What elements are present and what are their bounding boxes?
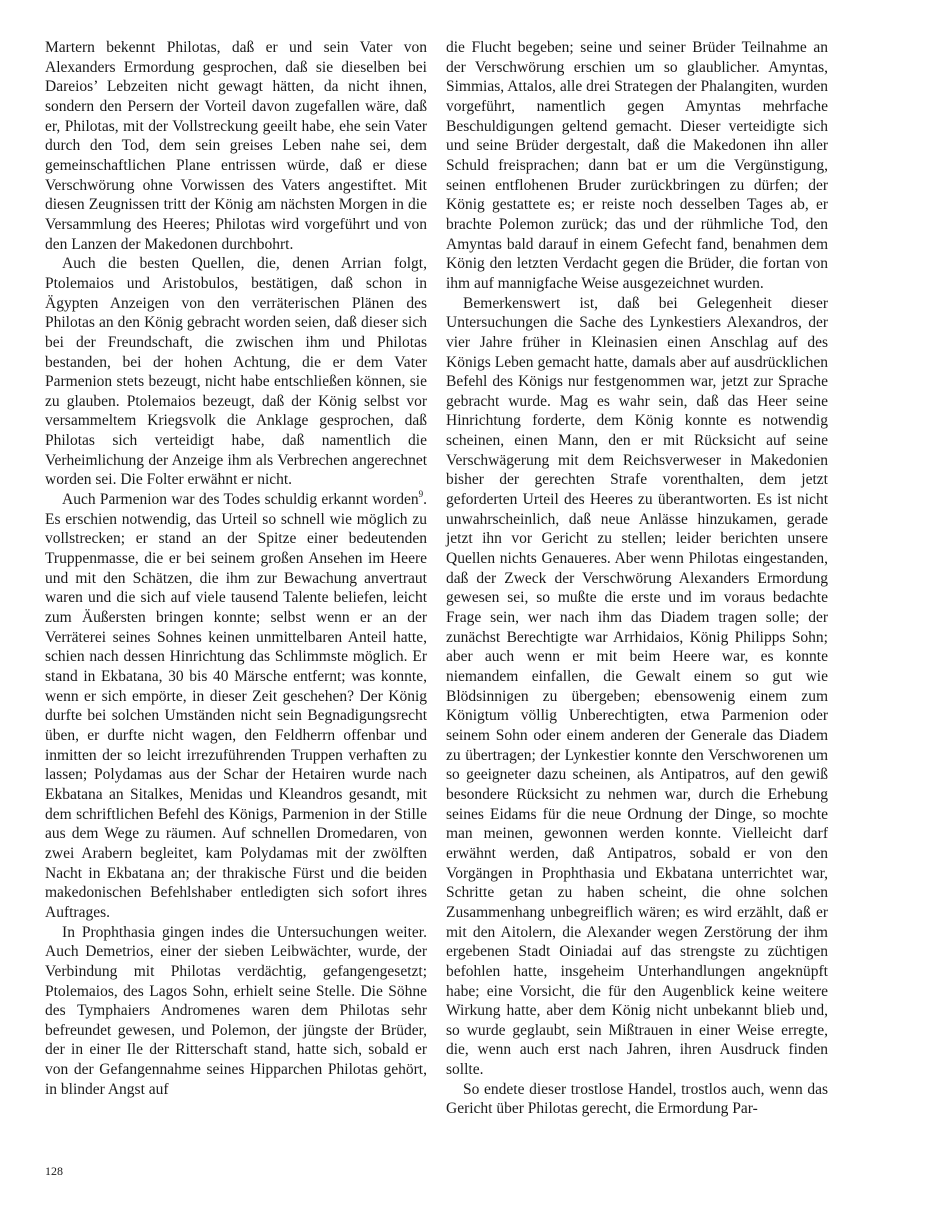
paragraph: Bemerkenswert ist, daß bei Gelegenheit dieser Untersuchungen die Sache des Lynkestiers Alexandros, der vier Jahre früher in Kleinasien einen Anschlag auf des Königs Leben gemacht hatte, damals aber auf ausdrücklichen Befehl des Königs nur festgenommen war, jetzt zur Sprache gebracht wurde. Mag es wahr sein, daß das Heer seine Hinrichtung forderte, dem König konnte es notwendig scheinen, einen Mann, den er mit Rücksicht auf seine Verschwägerung mit dem Reichsverweser in Makedonien bisher der gerechten Strafe vorenthalten, dem jetzt geforderten Urteil des Heeres zu überantworten. Es ist nicht unwahrscheinlich, daß neue Anlässe hinzukamen, gerade jetzt ihn vor Gericht zu stellen; leider berichten unsere Quellen nichts Genaueres. Aber wenn Philotas eingestanden, daß der Zweck der Verschwörung Alexanders Ermordung gewesen sei, so mußte die erste und im voraus bedachte Frage sein, wer nach ihm das Diadem tragen solle; der zunächst Berechtigte war Arrhidaios, König Philipps Sohn; aber auch wenn er mit beim Heere war, es konnte niemandem einfallen, die Gewalt einem so gut wie Blödsinnigen zu übergeben; ebensowenig einem zum Königtum völlig Unberechtigten, etwa Parmenion oder seinem Sohn oder einem anderen der Generale das Diadem zu übertragen; der Lynkestier konnte den Verschworenen um so geeigneter dazu scheinen, als Antipatros, auf den gewiß besondere Rücksicht zu nehmen war, durch die Erhebung seines Eidams für die neue Ordnung der Dinge, so mochte man meinen, gewonnen werden konnte. Vielleicht darf erwähnt werden, daß Antipatros, sobald er von den Vorgängen in Prophthasia und Ekbatana unterrichtet war, Schritte getan zu haben scheint, die ohne solchen Zusammenhang unbegreiflich wären; es wird erzählt, daß er mit den Aitolern, die Alexander wegen Zerstörung der ihm ergebenen Stadt Oiniadai auf das strengste zu züchtigen befohlen hatte, insgeheim Unterhandlungen angeknüpft habe; eine Vorsicht, die für den Augenblick keine weitere Wirkung hatte, aber dem König nicht unbekannt blieb und, so wurde geglaubt, sein Mißtrauen in einer Weise erregte, die, wenn auch erst nach Jahren, ihren Ausdruck finden sollte. [446, 294, 828, 1079]
paragraph [45, 490, 427, 922]
paragraph: In Prophthasia gingen indes die Untersuchungen weiter. Auch Demetrios, einer der sieben Leibwächter, wurde, der Verbindung mit Philotas verdächtig, gefangengesetzt; Ptolemaios, des Lagos Sohn, erhielt seine Stelle. Die Söhne des Tymphaiers Andromenes waren dem Philotas sehr befreundet gewesen, und Polemon, der jüngste der Brüder, der in einer Ile der Ritterschaft stand, hatte sich, sobald er von der Gefangennahme seines Hipparchen Philotas gehört, in blinder Angst auf [45, 923, 427, 1098]
paragraph: Auch die besten Quellen, die, denen Arrian folgt, Ptolemaios und Aristobulos, bestätigen, daß schon in Ägypten Anzeigen von den verräterischen Plänen des Philotas an den König gebracht worden seien, daß dieser sich bei der Freundschaft, die zwischen ihm und Philotas bestanden, bei der hohen Achtung, die er dem Vater Parmenion stets bezeugt, nicht habe entschließen können, sie zu glauben. Ptolemaios bezeugt, daß der König selbst vor versammeltem Kriegsvolk die Anklage gesprochen, daß Philotas sich verteidigt habe, daß namentlich die Verheimlichung der Anzeige ihm als Verbrechen angerechnet worden sei. Die Folter erwähnt er nicht. [45, 255, 427, 489]
footnote-marker[interactable]: 9 [418, 488, 424, 499]
right-text-column [446, 38, 828, 1119]
paragraph: So endete dieser trostlose Handel, trostlos auch, wenn das Gericht über Philotas gerecht, die Ermordung Par- [446, 1080, 828, 1118]
page-number: 128 [45, 1164, 63, 1178]
paragraph: Martern bekennt Philotas, daß er und sein Vater von Alexanders Ermordung gesprochen, daß sie dieselben bei Dareios’ Lebzeiten nicht gewagt hätten, da nicht ihnen, sondern den Persern der Vorteil davon zugefallen wäre, daß er, Philotas, mit der Vollstreckung geeilt habe, ehe sein Vater durch den Tod, dem sein greises Leben nahe sei, dem gemeinschaftlichen Plane entrissen würde, daß er diese Verschwörung ohne Vorwissen des Vaters angestiftet. Mit diesen Zeugnissen tritt der König am nächsten Morgen in die Versammlung des Heeres; Philotas wird vorgeführt und von den Lanzen der Makedonen durchbohrt. [45, 39, 427, 253]
paragraph-text-start: Auch Parmenion war des Todes schuldig erkannt worden [62, 491, 419, 509]
left-text-column [45, 38, 427, 1099]
paragraph: die Flucht begeben; seine und seiner Brüder Teilnahme an der Verschwörung erschien um so glaublicher. Amyntas, Simmias, Attalos, alle drei Strategen der Phalangiten, wurden vorgeführt, namentlich gegen Amyntas mehrfache Beschuldigungen geltend gemacht. Dieser verteidigte sich und seine Brüder dergestalt, daß die Makedonen ihn aller Schuld freisprachen; dann bat er um die Vergünstigung, seinen entflohenen Bruder zurückbringen zu dürfen; der König gestattete es; er reiste noch desselben Tages ab, er brachte Polemon zurück; das und der rühmliche Tod, den Amyntas bald darauf in einem Gefecht fand, benahmen dem König den letzten Verdacht gegen die Brüder, die fortan von ihm auf mannigfache Weise ausgezeichnet wurden. [446, 39, 828, 292]
paragraph-text-rest: . Es erschien notwendig, das Urteil so schnell wie möglich zu vollstrecken; er stand an der Spitze einer bedeutenden Truppenmasse, die er bei seinem großen Ansehen im Heere und mit den Schätzen, die ihm zur Bewachung anvertraut waren und die sich auf viele tausend Talente beliefen, leicht zum Äußersten bringen konnte; selbst wenn er an der Verräterei seines Sohnes keinen unmittelbaren Anteil hatte, schien nach dessen Hinrichtung das Schlimmste möglich. Er stand in Ekbatana, 30 bis 40 Märsche entfernt; was konnte, wenn er sich empörte, in dieser Zeit geschehen? Der König durfte bei solchen Umständen nicht sein Begnadigungsrecht üben, er durfte nicht wagen, den Feldherrn offenbar und inmitten der so leicht irrezuführenden Truppen verhaften zu lassen; Polydamas aus der Schar der Hetairen wurde nach Ekbatana an Sitalkes, Menidas und Kleandros gesandt, mit dem schriftlichen Befehl des Königs, Parmenion in der Stille aus dem Wege zu räumen. Auf schnellen Dromedaren, von zwei Arabern begleitet, kam Polydamas mit der zwölften Nacht in Ekbatana an; der thrakische Fürst und die beiden makedonischen Befehlshaber entledigten sich sofort ihres Auftrages. [45, 491, 427, 921]
